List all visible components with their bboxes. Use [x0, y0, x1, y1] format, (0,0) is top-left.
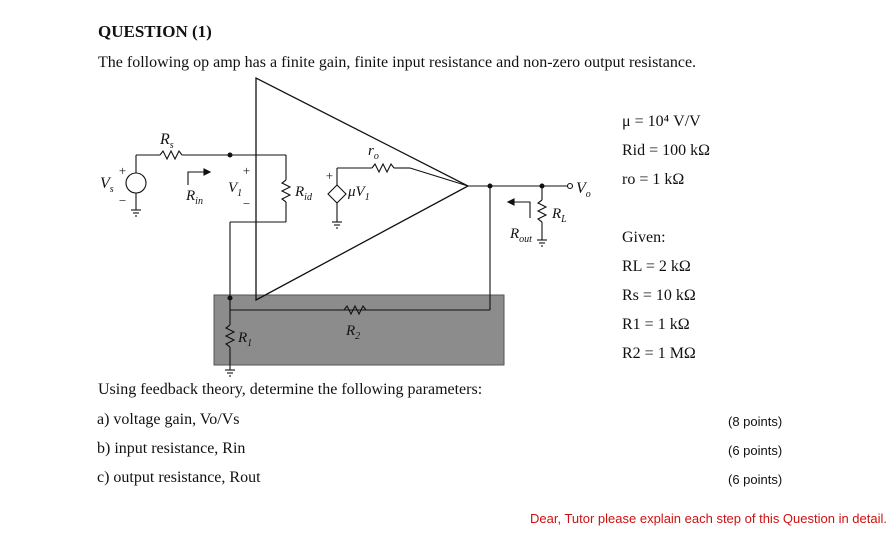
v1-plus: + — [242, 163, 251, 178]
given-r2: R2 = 1 MΩ — [622, 345, 696, 362]
dependent-source — [328, 185, 346, 203]
given-r1: R1 = 1 kΩ — [622, 316, 690, 333]
r2-label: $R_2$ — [346, 323, 361, 342]
rid-resistor — [282, 180, 290, 202]
r1-label: $R_1$ — [238, 330, 253, 349]
param-mu: μ = 10⁴ V/V — [622, 113, 701, 130]
instruction-text: Using feedback theory, determine the following parameters: — [98, 381, 483, 398]
part-b-text: b) input resistance, Rin — [97, 440, 246, 457]
rl-label: $R_L$ — [552, 206, 567, 225]
rs-label: $R_s$ — [160, 131, 174, 151]
given-rs: Rs = 10 kΩ — [622, 287, 696, 304]
param-ro: ro = 1 kΩ — [622, 171, 685, 188]
part-c-points: (6 points) — [728, 472, 783, 487]
vs-plus: + — [118, 163, 127, 178]
v1-label: $V_1$ — [228, 180, 243, 199]
vs-label: $V_s$ — [100, 175, 114, 195]
feedback-network-box — [214, 295, 504, 365]
dep-plus: + — [325, 168, 334, 183]
rl-resistor — [538, 200, 546, 222]
param-rid: Rid = 100 kΩ — [622, 142, 711, 159]
rout-label: $R_{out}$ — [510, 226, 532, 245]
part-b-points: (6 points) — [728, 443, 783, 458]
vs-source-circle — [126, 173, 146, 193]
question-intro: The following op amp has a finite gain, finite input resistance and non-zero output resistance. — [98, 54, 697, 71]
tutor-note: Dear, Tutor please explain each step of this Question in detail. — [530, 511, 887, 526]
mu-v1-label: $\mu V_1$ — [348, 184, 370, 203]
part-c-text: c) output resistance, Rout — [97, 469, 261, 486]
question-title: QUESTION (1) — [98, 22, 212, 41]
vs-minus: − — [118, 193, 127, 208]
v1-minus: − — [242, 196, 251, 211]
rs-resistor — [160, 151, 182, 159]
part-a-text: a) voltage gain, Vo/Vs — [97, 411, 240, 428]
vo-label: $V_o$ — [576, 180, 591, 200]
given-label: Given: — [622, 229, 666, 246]
ro-label: $r_o$ — [368, 143, 379, 162]
part-a-points: (8 points) — [728, 414, 783, 429]
given-rl: RL = 2 kΩ — [622, 258, 691, 275]
rid-label: $R_{id}$ — [295, 184, 312, 203]
rin-label: $R_{in}$ — [186, 188, 203, 207]
ro-resistor — [372, 164, 394, 172]
